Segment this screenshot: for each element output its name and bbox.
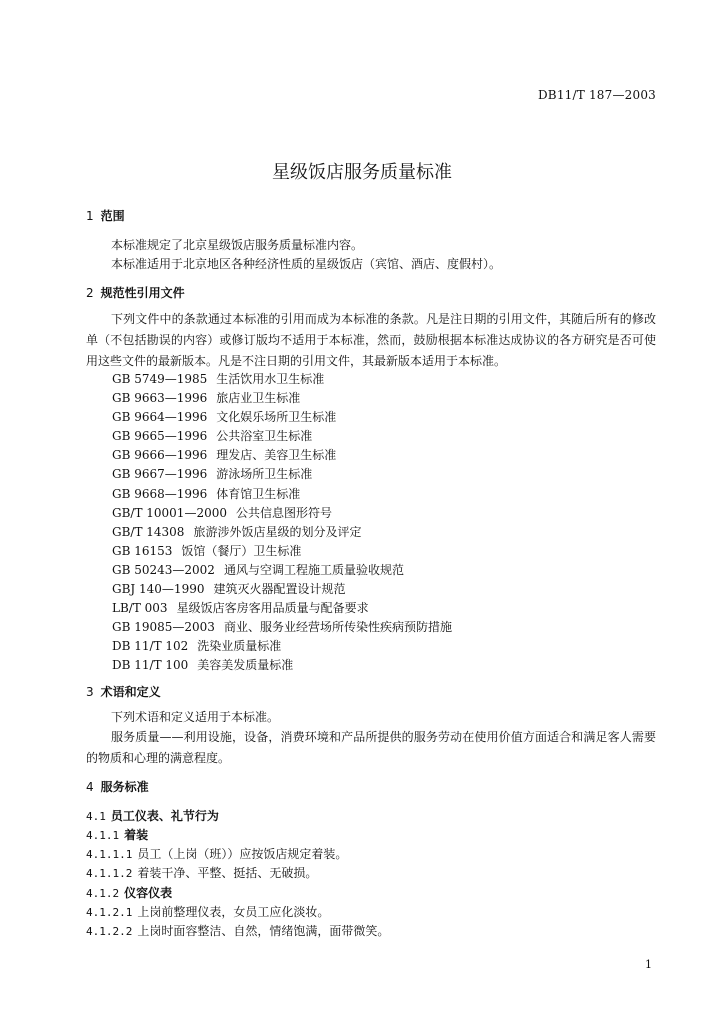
- reference-code: LB/T 003: [112, 601, 168, 616]
- reference-code: GB 16153: [112, 543, 173, 558]
- reference-name: 美容美发质量标准: [197, 658, 294, 673]
- reference-code: GB 9667—1996: [112, 467, 208, 482]
- clause-item: [86, 903, 329, 920]
- clause-text: 员工（上岗（班））应按饭店规定着装。: [137, 847, 348, 861]
- reference-name: 通风与空调工程施工质量验收规范: [223, 562, 404, 577]
- reference-item: [112, 523, 452, 542]
- clause-item: [86, 807, 219, 824]
- section-number: 1: [86, 209, 94, 223]
- section-title: 术语和定义: [100, 685, 161, 699]
- reference-item: [112, 618, 452, 637]
- reference-code: GBJ 140—1990: [112, 582, 205, 597]
- reference-item: [112, 485, 452, 504]
- section-3-heading: [86, 683, 161, 700]
- scope-paragraph-1: 本标准规定了北京星级饭店服务质量标准内容。: [111, 238, 364, 252]
- page-number: 1: [645, 958, 652, 971]
- reference-code: GB 19085—2003: [112, 620, 215, 635]
- document-title: 星级饭店服务质量标准: [272, 162, 452, 183]
- clause-number: 4.1.1.1: [86, 848, 133, 861]
- reference-name: 文化娱乐场所卫生标准: [216, 410, 337, 425]
- terms-paragraph-1: 下列术语和定义适用于本标准。: [111, 710, 280, 724]
- reference-name: 公共浴室卫生标准: [216, 429, 313, 444]
- reference-code: GB/T 10001—2000: [112, 505, 227, 520]
- reference-item: [112, 389, 452, 408]
- reference-item: [112, 561, 452, 580]
- section-number: 2: [86, 286, 94, 300]
- reference-item: [112, 504, 452, 523]
- reference-code: GB 9665—1996: [112, 429, 208, 444]
- reference-name: 旅游涉外饭店星级的划分及评定: [193, 524, 362, 539]
- clause-item: [86, 922, 389, 939]
- reference-item: [112, 408, 452, 427]
- reference-item: [112, 446, 452, 465]
- clause-number: 4.1: [86, 810, 106, 823]
- section-title: 范围: [100, 209, 125, 223]
- clause-item: [86, 826, 148, 843]
- reference-item: [112, 427, 452, 446]
- reference-name: 饭馆（餐厅）卫生标准: [181, 543, 302, 558]
- section-title: 服务标准: [100, 780, 149, 794]
- clause-item: [86, 884, 172, 901]
- clause-text: 着装干净、平整、挺括、无破损。: [137, 866, 318, 880]
- reference-name: 体育馆卫生标准: [216, 486, 301, 501]
- clause-number: 4.1.2: [86, 887, 120, 900]
- section-2-heading: [86, 284, 185, 301]
- reference-item: [112, 542, 452, 561]
- clause-text: 仪容仪表: [124, 886, 173, 900]
- reference-name: 理发店、美容卫生标准: [216, 448, 337, 463]
- section-4-heading: [86, 778, 149, 795]
- reference-code: GB 9666—1996: [112, 448, 208, 463]
- normative-intro-paragraph: 下列文件中的条款通过本标准的引用而成为本标准的条款。凡是注日期的引用文件，其随后所有的修改单（不包括勘误的内容）或修订版均不适用于本标准，然而，鼓励根据本标准达成协议的各方研究是否可使用这些文件的最新版本。凡是不注日期的引用文件，其最新版本适用于本标准。: [86, 312, 656, 368]
- reference-name: 商业、服务业经营场所传染性疾病预防措施: [223, 620, 452, 635]
- clause-number: 4.1.2.1: [86, 906, 133, 919]
- reference-code: GB 50243—2002: [112, 562, 215, 577]
- reference-item: [112, 580, 452, 599]
- reference-name: 建筑灭火器配置设计规范: [213, 582, 346, 597]
- clause-number: 4.1.1.2: [86, 867, 133, 880]
- scope-paragraph-2: 本标准适用于北京地区各种经济性质的星级饭店（宾馆、酒店、度假村）。: [111, 257, 502, 271]
- clause-number: 4.1.1: [86, 829, 120, 842]
- reference-item: [112, 599, 452, 618]
- reference-name: 生活饮用水卫生标准: [216, 372, 325, 386]
- reference-code: DB 11/T 100: [112, 658, 189, 673]
- document-code: DB11/T 187—2003: [537, 88, 656, 102]
- terms-paragraph-2: 服务质量——利用设施，设备，消费环境和产品所提供的服务劳动在使用价值方面适合和满足客人需要的物质和心理的满意程度。: [86, 730, 656, 765]
- reference-name: 洗染业质量标准: [197, 639, 282, 654]
- reference-name: 公共信息图形符号: [235, 505, 332, 520]
- clause-number: 4.1.2.2: [86, 925, 133, 938]
- reference-item: [112, 370, 452, 389]
- section-number: 4: [86, 780, 94, 794]
- section-title: 规范性引用文件: [100, 286, 185, 300]
- reference-item: [112, 656, 452, 675]
- reference-name: 旅店业卫生标准: [216, 391, 301, 406]
- clause-text: 上岗前整理仪表，女员工应化淡妆。: [137, 905, 330, 919]
- clause-text: 上岗时面容整洁、自然，情绪饱满，面带微笑。: [137, 924, 390, 938]
- section-1-heading: [86, 207, 125, 224]
- reference-code: GB 5749—1985: [112, 372, 208, 386]
- reference-item: [112, 637, 452, 656]
- section-number: 3: [86, 685, 94, 699]
- reference-code: GB/T 14308: [112, 524, 185, 539]
- reference-code: DB 11/T 102: [112, 639, 189, 654]
- reference-name: 星级饭店客房客用品质量与配备要求: [176, 601, 369, 616]
- clause-text: 员工仪表、礼节行为: [110, 809, 219, 823]
- reference-code: GB 9668—1996: [112, 486, 208, 501]
- clause-text: 着装: [124, 828, 149, 842]
- reference-item: [112, 465, 452, 484]
- clause-item: [86, 845, 347, 862]
- clause-item: [86, 864, 317, 881]
- reference-list: [112, 370, 452, 676]
- reference-code: GB 9664—1996: [112, 410, 208, 425]
- reference-code: GB 9663—1996: [112, 391, 208, 406]
- reference-name: 游泳场所卫生标准: [216, 467, 313, 482]
